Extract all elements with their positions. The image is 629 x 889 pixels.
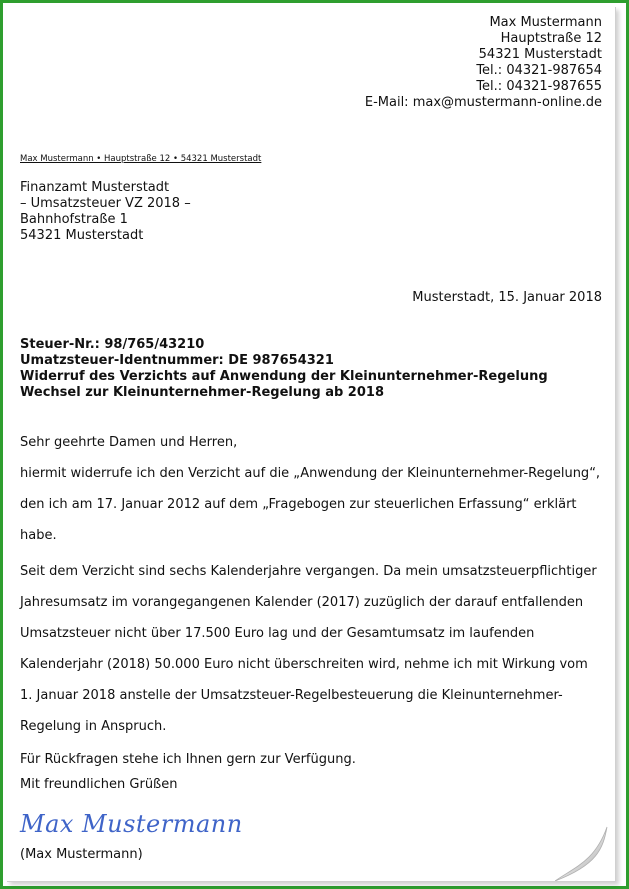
- recipient-block: [20, 180, 191, 244]
- vat-id: Umatzsteuer-Identnummer: DE 987654321: [20, 353, 334, 368]
- sender-name: Max Mustermann: [489, 15, 602, 30]
- letter-body: [20, 427, 605, 795]
- sender-street: Hauptstraße 12: [500, 31, 602, 46]
- paragraph-line: habe.: [20, 528, 57, 543]
- recipient-line-3: Bahnhofstraße 1: [20, 212, 128, 227]
- paragraph-line: Kalenderjahr (2018) 50.000 Euro nicht überschreiten wird, nehme ich mit Wirkung vom: [20, 657, 588, 672]
- paragraph-line: 1. Januar 2018 anstelle der Umsatzsteuer-Regelbesteuerung die Kleinunternehmer-: [20, 688, 563, 703]
- paragraph-1: [20, 458, 605, 551]
- letter-paper: [7, 7, 616, 882]
- sender-city: 54321 Musterstadt: [478, 47, 602, 62]
- handwritten-signature: Max Mustermann: [20, 810, 243, 838]
- sender-tel-2: Tel.: 04321-987655: [476, 79, 602, 94]
- sender-tel-1: Tel.: 04321-987654: [476, 63, 602, 78]
- recipient-line-4: 54321 Musterstadt: [20, 228, 144, 243]
- paragraph-2: [20, 556, 605, 742]
- paragraph-line: Seit dem Verzicht sind sechs Kalenderjahre vergangen. Da mein umsatzsteuerpflichtiger: [20, 564, 597, 579]
- letter-date: Musterstadt, 15. Januar 2018: [412, 290, 602, 305]
- subject-block: [20, 337, 548, 401]
- printed-name: (Max Mustermann): [20, 847, 143, 862]
- subject-subtitle: Wechsel zur Kleinunternehmer-Regelung ab 2018: [20, 385, 384, 400]
- sender-email: E-Mail: max@mustermann-online.de: [364, 95, 602, 110]
- recipient-line-2: – Umsatzsteuer VZ 2018 –: [20, 196, 191, 211]
- recipient-line-1: Finanzamt Musterstadt: [20, 180, 170, 195]
- regards: Mit freundlichen Grüßen: [20, 777, 178, 792]
- tax-number: Steuer-Nr.: 98/765/43210: [20, 337, 205, 352]
- paragraph-line: den ich am 17. Januar 2012 auf dem „Fragebogen zur steuerlichen Erfassung“ erklärt: [20, 497, 577, 512]
- return-address-line: Max Mustermann • Hauptstraße 12 • 54321 Musterstadt: [20, 154, 262, 164]
- sender-block: [365, 15, 602, 111]
- closing-sentence: Für Rückfragen stehe ich Ihnen gern zur Verfügung.: [20, 752, 356, 767]
- paragraph-line: hiermit widerrufe ich den Verzicht auf die „Anwendung der Kleinunternehmer-Regelung“,: [20, 466, 601, 481]
- paragraph-line: Regelung in Anspruch.: [20, 719, 167, 734]
- subject-title: Widerruf des Verzichts auf Anwendung der Kleinunternehmer-Regelung: [20, 369, 548, 384]
- page-curl-icon: [555, 809, 615, 881]
- paragraph-line: Umsatzsteuer nicht über 17.500 Euro lag und der Gesamtumsatz im laufenden: [20, 626, 535, 641]
- salutation: Sehr geehrte Damen und Herren,: [20, 435, 238, 450]
- paragraph-line: Jahresumsatz im vorangegangenen Kalender (2017) zuzüglich der darauf entfallenden: [20, 595, 584, 610]
